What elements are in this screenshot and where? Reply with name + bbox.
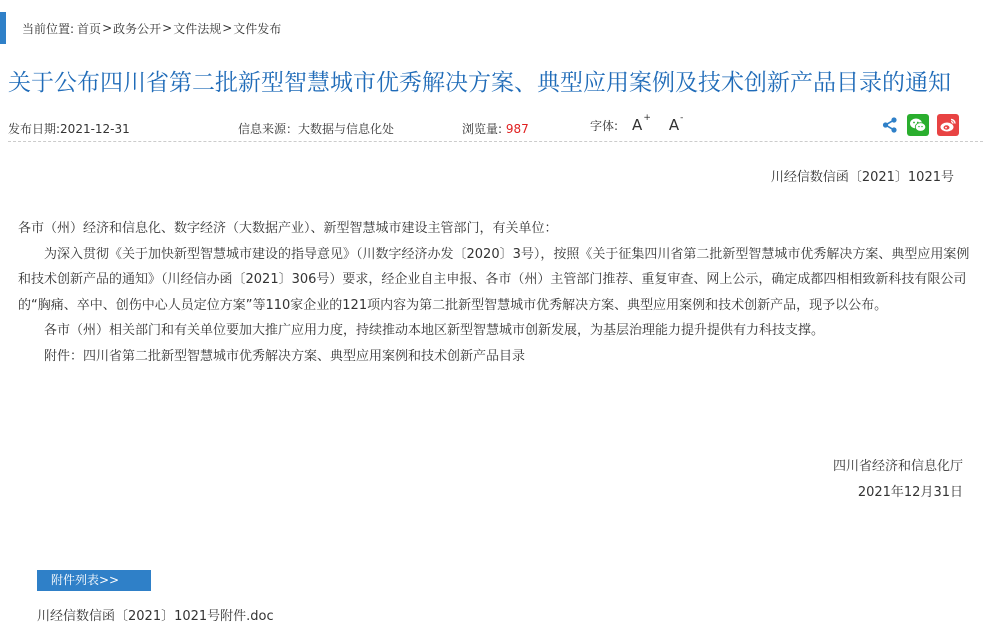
document-number: 川经信数信函〔2021〕1021号 <box>770 170 954 185</box>
article-meta <box>8 114 957 140</box>
breadcrumb <box>22 20 281 37</box>
body-salutation: 各市（州）经济和信息化、数字经济（大数据产业）、新型智慧城市建设主管部门，有关单位： <box>18 221 558 236</box>
view-count <box>462 120 529 137</box>
breadcrumb-separator: > <box>162 21 173 35</box>
breadcrumb-item-government[interactable]: 政务公开 <box>113 21 162 36</box>
view-count-label: 浏览量: <box>462 122 503 136</box>
breadcrumb-separator: > <box>222 21 233 35</box>
body-paragraph: 各市（州）相关部门和有关单位要加大推广应用力度，持续推动本地区新型智慧城市创新发展，为基层治理能力提升提供有力科技支撑。 <box>44 323 825 338</box>
signature-block <box>833 454 963 506</box>
font-decrease-sup: - <box>680 113 684 123</box>
article-body <box>18 216 971 369</box>
breadcrumb-item-regulations[interactable]: 文件法规 <box>173 21 222 36</box>
info-source-label: 信息来源： <box>238 122 299 136</box>
font-increase-sup: + <box>643 113 651 123</box>
font-decrease-glyph: A <box>668 116 680 134</box>
body-attachment-note: 附件：四川省第二批新型智慧城市优秀解决方案、典型应用案例和技术创新产品目录 <box>44 348 526 364</box>
publish-date <box>8 120 130 137</box>
breadcrumb-prefix: 当前位置: <box>22 21 75 36</box>
share-group <box>881 114 959 136</box>
page-title: 关于公布四川省第二批新型智慧城市优秀解决方案、典型应用案例及技术创新产品目录的通知 <box>8 70 951 96</box>
font-size-label: 字体: <box>590 118 619 133</box>
share-icon[interactable] <box>881 116 899 134</box>
info-source-value: 大数据与信息化处 <box>298 122 395 136</box>
body-paragraph: 为深入贯彻《关于加快新型智慧城市建设的指导意见》（川数字经济办发〔2020〕3号），按照《关于征集四川省第二批新型智慧城市优秀解决方案、典型应用案例和技术创新产品的通知》（川经信办函〔2021〕306号）要求，经企业自主申报、各市（州）主管部门推荐、重复审查、网上公示，确定成都四相相致新科技有限公司的“胸痛、卒中、创伤中心人员定位方案”等110家企业的121项内容为第二批新型智慧城市优秀解决方案、典型应用案例和技术创新产品，现予以公布。 <box>18 246 970 313</box>
breadcrumb-item-releases[interactable]: 文件发布 <box>233 21 282 36</box>
breadcrumb-accent-bar <box>0 12 6 44</box>
font-decrease-button[interactable] <box>668 113 684 134</box>
weibo-icon[interactable] <box>937 114 959 136</box>
view-count-value: 987 <box>505 122 529 136</box>
signature-org: 四川省经济和信息化厅 <box>832 459 963 474</box>
attachment-file-link[interactable]: 川经信数信函〔2021〕1021号附件.doc <box>37 609 274 624</box>
font-increase-glyph: A <box>632 116 643 134</box>
font-size-controls <box>590 113 684 134</box>
info-source <box>238 120 394 137</box>
breadcrumb-separator: > <box>102 21 113 35</box>
publish-date-value: 2021-12-31 <box>60 122 130 136</box>
breadcrumb-item-home[interactable]: 首页 <box>77 21 102 36</box>
font-increase-button[interactable] <box>632 113 651 134</box>
publish-date-label: 发布日期: <box>8 122 61 136</box>
signature-date: 2021年12月31日 <box>857 485 963 500</box>
attachment-list-header: 附件列表>> <box>37 570 151 591</box>
wechat-icon[interactable] <box>907 114 929 136</box>
meta-divider <box>8 141 983 142</box>
breadcrumb-bar <box>0 12 980 44</box>
